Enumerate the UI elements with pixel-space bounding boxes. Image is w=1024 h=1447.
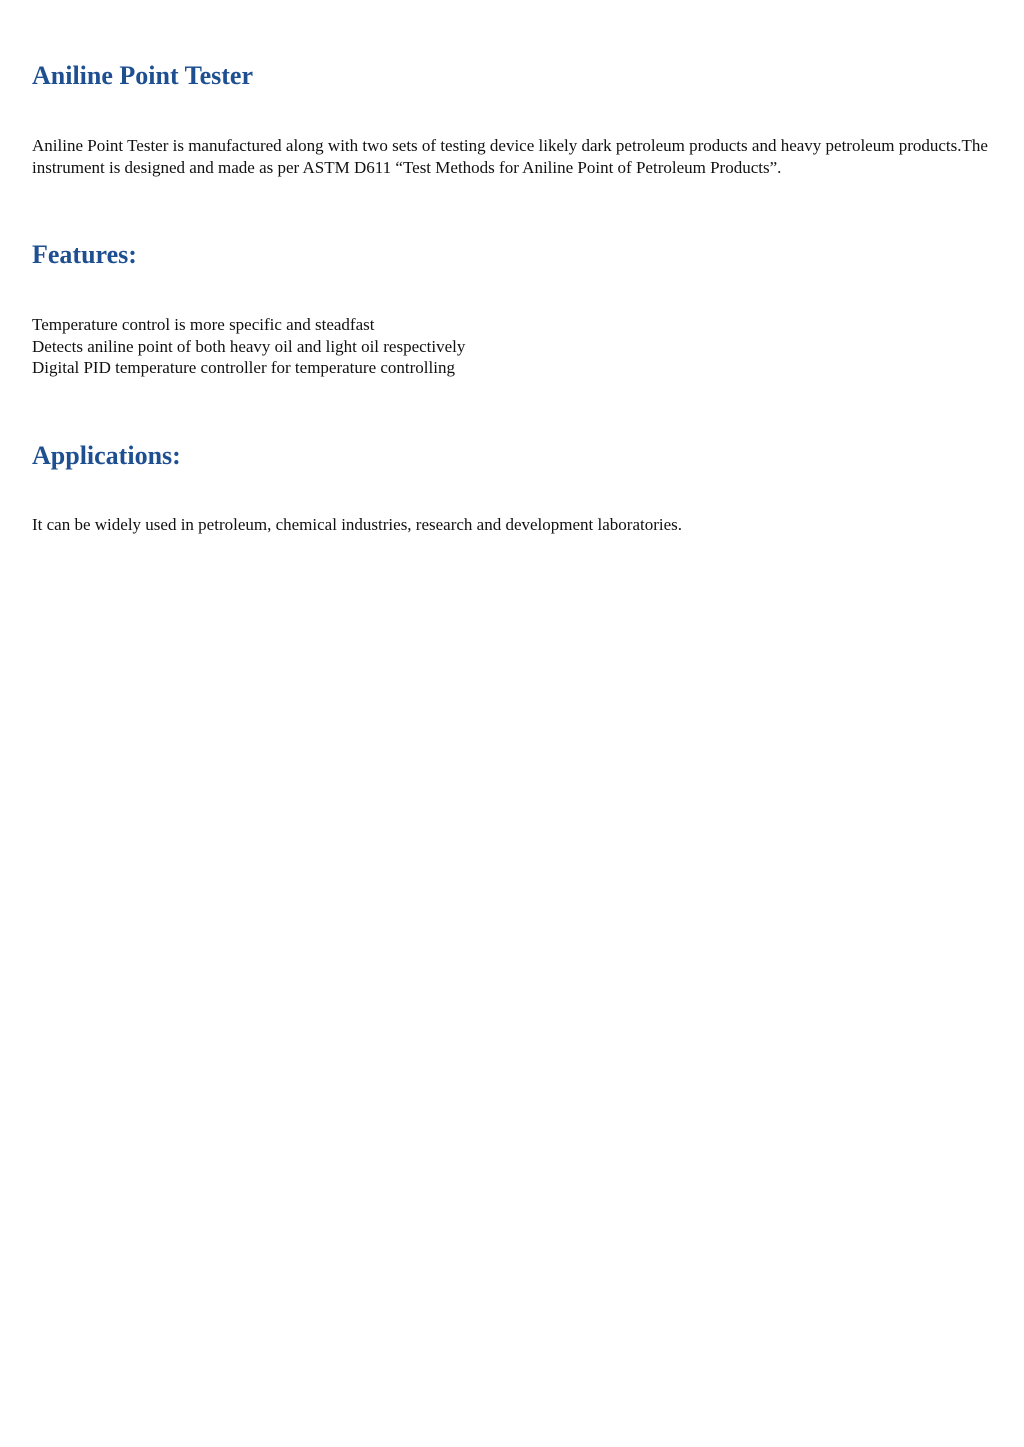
feature-item: Detects aniline point of both heavy oil and light oil respectively <box>32 336 466 356</box>
page-title: Aniline Point Tester <box>32 61 254 90</box>
applications-paragraph: It can be widely used in petroleum, chemical industries, research and development laboratories. <box>32 515 683 534</box>
applications-heading: Applications: <box>32 441 181 470</box>
intro-paragraph: Aniline Point Tester is manufactured along with two sets of testing device likely dark petroleum products and heavy petroleum products.The instrument is designed and made as per ASTM D611 “Test Methods for Aniline Point of Petroleum Products”. <box>32 136 988 177</box>
feature-item: Temperature control is more specific and steadfast <box>32 315 375 334</box>
features-list <box>32 314 465 379</box>
features-heading: Features: <box>32 240 137 269</box>
feature-item: Digital PID temperature controller for temperature controlling <box>32 358 455 377</box>
